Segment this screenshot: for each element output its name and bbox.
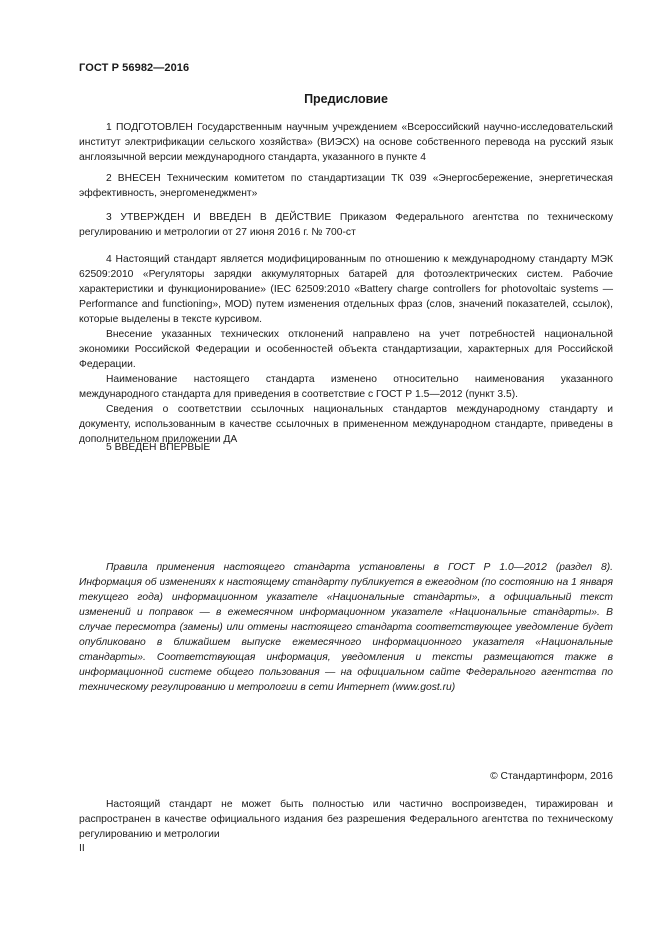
section-3-text: 3 УТВЕРЖДЕН И ВВЕДЕН В ДЕЙСТВИЕ Приказом Федерального агентства по техническому регулированию и метрологии от 27 июня 2016 г. № 700-ст <box>79 212 613 238</box>
reproduction-notice <box>79 797 613 842</box>
section-1 <box>79 120 613 165</box>
section-5 <box>79 440 613 455</box>
section-5-text: 5 ВВЕДЕН ВПЕРВЫЕ <box>106 442 211 453</box>
application-notice-text: Правила применения настоящего стандарта установлены в ГОСТ Р 1.0—2012 (раздел 8). Информация об изменениях к настоящему стандарту публикуется в ежегодном (по состоянию на 1 января текущего года) информационном указателе «Национальные стандарты», а официальный текст изменений и поправок — в ежемесячном информационном указателе «Национальные стандарты». В случае пересмотра (замены) или отмены настоящего стандарта соответствующее уведомление будет опубликовано в ближайшем выпуске ежемесячного информационного указателя «Национальные стандарты». Соответствующая информация, уведомления и тексты размещаются также в информационной системе общего пользования — на официальном сайте Федерального агентства по техническому регулированию и метрологии в сети Интернет (www.gost.ru) <box>79 562 613 693</box>
section-4 <box>79 252 613 447</box>
copyright-line: © Стандартинформ, 2016 <box>490 771 613 782</box>
page-number: II <box>79 843 85 854</box>
section-4-paragraph: Сведения о соответствии ссылочных национальных стандартов международному стандарту и документу, использованным в качестве ссылочных в примененном международном стандарте, приведены в дополнительном приложении ДА <box>79 404 613 445</box>
section-4-paragraph: Наименование настоящего стандарта изменено относительно наименования указанного международного стандарта для приведения в соответствие с ГОСТ Р 1.5—2012 (пункт 3.5). <box>79 374 613 400</box>
section-4-paragraph: Внесение указанных технических отклонений направлено на учет потребностей национальной экономики Российской Федерации и особенностей объекта стандартизации, характерных для Российской Федерации. <box>79 329 613 370</box>
section-2 <box>79 171 613 201</box>
section-4-paragraph: 4 Настоящий стандарт является модифицированным по отношению к международному стандарту МЭК 62509:2010 «Регуляторы зарядки аккумуляторных батарей для фотоэлектрических систем. Рабочие характеристики и функционирование» (IEC 62509:2010 «Battery charge controllers for photovoltaic systems — Performance and functioning», MOD) путем изменения отдельных фраз (слов, значений показателей, ссылок), которые выделены в тексте курсивом. <box>79 254 613 325</box>
reproduction-notice-text: Настоящий стандарт не может быть полностью или частично воспроизведен, тиражирован и распространен в качестве официального издания без разрешения Федерального агентства по техническому регулированию и метрологии <box>79 799 613 840</box>
document-code: ГОСТ Р 56982—2016 <box>79 62 190 74</box>
application-notice <box>79 560 613 695</box>
section-2-text: 2 ВНЕСЕН Техническим комитетом по стандартизации ТК 039 «Энергосбережение, энергетическая эффективность, энергоменеджмент» <box>79 173 613 199</box>
page-title: Предисловие <box>304 92 388 106</box>
section-3 <box>79 210 613 240</box>
section-1-text: 1 ПОДГОТОВЛЕН Государственным научным учреждением «Всероссийский научно-исследовательский институт электрификации сельского хозяйства» (ВИЭСХ) на основе собственного перевода на русский язык англоязычной версии международного стандарта, указанного в пункте 4 <box>79 122 613 163</box>
